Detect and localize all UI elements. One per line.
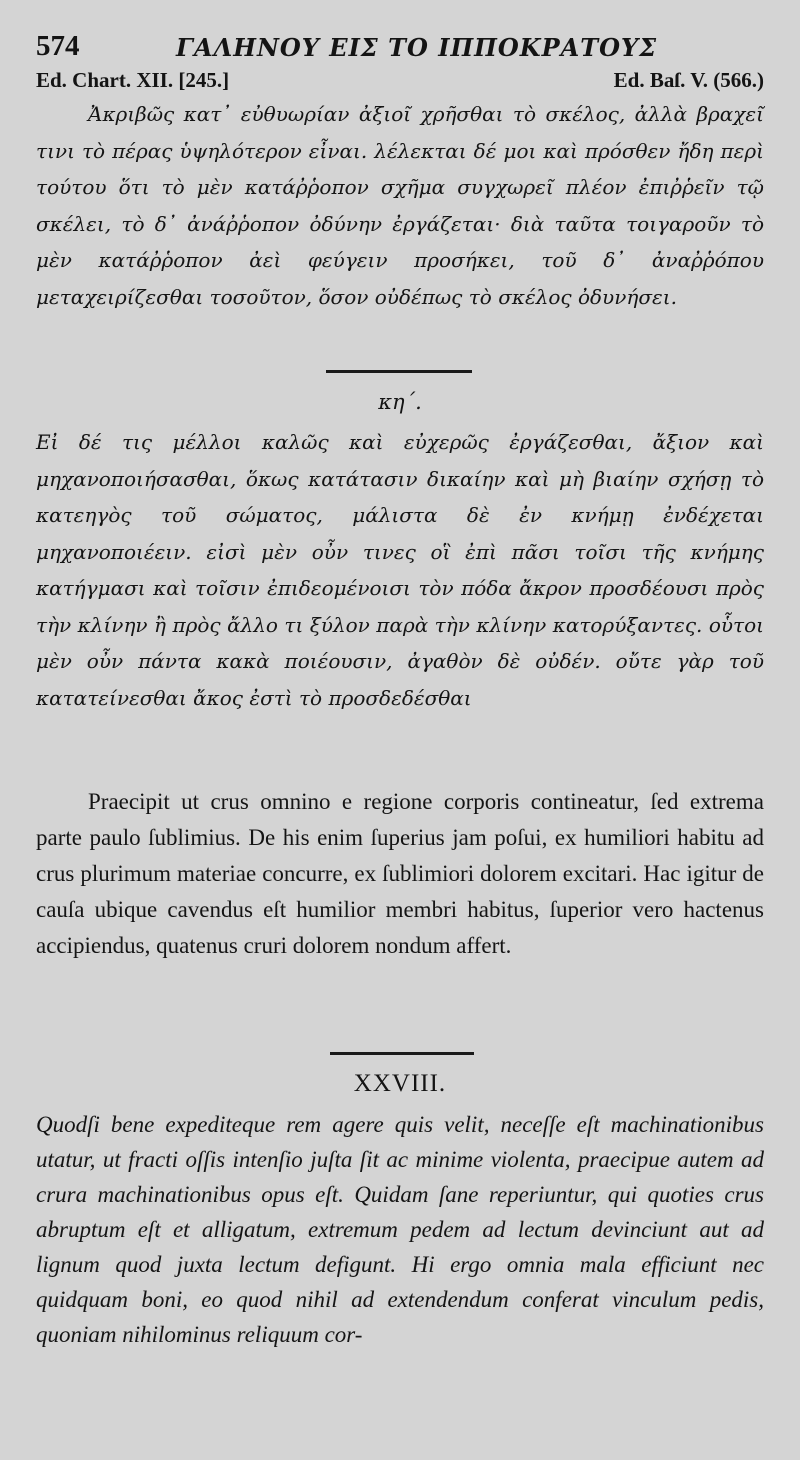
greek-section-heading <box>36 390 764 422</box>
running-title: ΓΑΛΗΝΟΥ ΕΙΣ ΤΟ ΙΠΠΟΚΡΑΤΟΥΣ <box>176 33 658 62</box>
greek-passage-2: Εἰ δέ τις μέλλοι καλῶς καὶ εὐχερῶς ἐργάζεσθαι, ἄξιον καὶ μηχανοποιήσασθαι, ὅκως κατάτασιν δικαίην καὶ μὴ βιαίην σχήσῃ τὸ κατεηγὸς τοῦ σώματος, μάλιστα δὲ ἐν κνήμῃ ἐνδέχεται μηχανοποιέειν. εἰσὶ μὲν οὖν τινες οἳ ἐπὶ πᾶσι τοῖσι τῆς κνήμης κατήγμασι καὶ τοῖσιν ἐπιδεομένοισι τὸν πόδα ἄκρον προσδέουσι πρὸς τὴν κλίνην ἢ πρὸς ἄλλο τι ξύλον παρὰ τὴν κλίνην κατορύξαντες. οὗτοι μὲν οὖν πάντα κακὰ ποιέουσιν, ἀγαθὸν δὲ οὐδέν. οὔτε γὰρ τοῦ κατατείνεσθαι ἄκος ἐστὶ τὸ προσδεδέσθαι <box>36 430 764 710</box>
greek-section-number: κη΄. <box>378 390 422 414</box>
edition-references <box>36 68 764 98</box>
section-divider <box>326 370 472 373</box>
page-header <box>36 30 764 70</box>
greek-passage-1: Ἀκριβῶς κατ᾽ εὐθυωρίαν ἀξιοῖ χρῆσθαι τὸ σκέλος, ἀλλὰ βραχεῖ τινι τὸ πέρας ὑψηλότερον εἶναι. λέλεκται δέ μοι καὶ πρόσθεν ἤδη περὶ τούτου ὅτι τὸ μὲν κατάῤῥοπον σχῆμα συγχωρεῖ πλέον ἐπιῤῥεῖν τῷ σκέλει, τὸ δ᾽ ἀνάῤῥοπον ὀδύνην ἐργάζεται· διὰ ταῦτα τοιγαροῦν τὸ μὲν κατάῤῥοπον ἀεὶ φεύγειν προσήκει, τοῦ δ᾽ ἀναῤῥόπου μεταχειρίζεσθαι τοσοῦτον, ὅσον οὐδέπως τὸ σκέλος ὀδυνήσει. <box>36 102 764 309</box>
edition-right: Ed. Baſ. V. (566.) <box>613 68 764 92</box>
latin-passage-1: Praecipit ut crus omnino e regione corporis contineatur, ſed extrema parte paulo ſublimius. De his enim ſuperius jam poſui, ex humiliori habitu ad crus plurimum materiae concurre, ex ſublimiori dolorem excitari. Hac igitur de cauſa ubique cavendus eſt humilior membri habitus, ſuperior vero hactenus accipiendus, quatenus cruri dolorem nondum affert. <box>36 789 764 958</box>
latin-section-heading <box>36 1070 764 1104</box>
edition-left: Ed. Chart. XII. [245.] <box>36 68 230 92</box>
section-divider-latin <box>330 1052 474 1055</box>
latin-passage-2: Quodſi bene expediteque rem agere quis velit, neceſſe eſt machinationibus utatur, ut fracti oſſis intenſio juſta ſit ac minime violenta, praecipue autem ad crura machinationibus opus eſt. Quidam ſane reperiuntur, qui quoties crus abruptum eſt et alligatum, extremum pedem ad lectum devinciunt aut ad lignum quod juxta lectum defigunt. Hi ergo omnia mala efficiunt nec quidquam boni, eo quod nihil ad extendendum conferat vinculum pedis, quoniam nihilominus reliquum cor- <box>36 1112 764 1347</box>
latin-section-number: XXVIII. <box>353 1070 447 1097</box>
page-number: 574 <box>36 30 80 62</box>
